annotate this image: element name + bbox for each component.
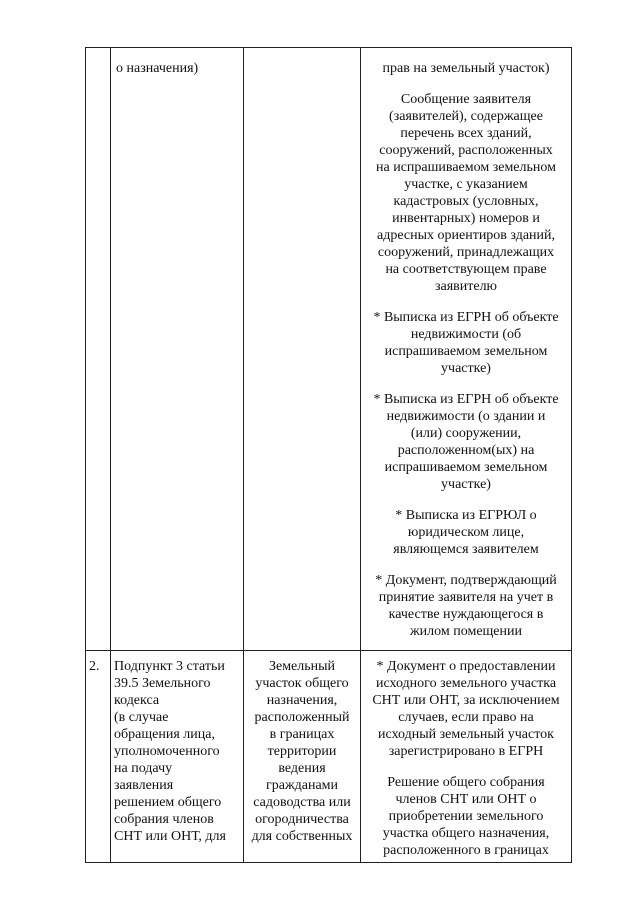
text-line: СНТ или ОНТ, для — [114, 829, 226, 844]
text-line: на соответствующем праве — [385, 262, 547, 277]
table-border-bottom — [85, 862, 572, 863]
text-line: кадастровых (условных, — [393, 194, 539, 209]
requirement-paragraph — [362, 309, 570, 377]
text-line: * Выписка из ЕГРН об объекте — [373, 310, 559, 325]
text-line: расположенный — [254, 710, 350, 725]
text-line: СНТ или ОНТ, за исключением — [372, 693, 560, 708]
text-line: исходный земельный участок — [378, 727, 554, 742]
text-line: (заявителей), содержащее — [389, 109, 543, 124]
text-line: расположенном(ых) на — [397, 443, 535, 458]
requirement-paragraph — [362, 507, 570, 558]
text-line: участок общего — [255, 676, 349, 691]
text-line: Подпункт 3 статьи — [114, 659, 225, 674]
text-line: на подачу — [114, 761, 173, 776]
text-line: заявителю — [434, 279, 498, 294]
text-line: адресных ориентиров зданий, — [376, 228, 556, 243]
table-divider-col1 — [110, 47, 111, 862]
table-border-top — [85, 47, 572, 48]
table-divider-col3 — [360, 47, 361, 862]
row2-col2-legal-basis — [114, 658, 226, 845]
table-border-left — [85, 47, 86, 862]
row-separator — [85, 650, 572, 651]
text-line: решением общего — [114, 795, 222, 810]
text-line: * Документ о предоставлении — [376, 659, 556, 674]
row2-col3-land-plot-type — [244, 658, 360, 845]
row2-col4-requirements — [362, 658, 570, 859]
text-line: качестве нуждающегося в — [388, 607, 544, 622]
text-line: 39.5 Земельного — [114, 676, 211, 691]
text-line: участка общего назначения, — [382, 826, 550, 841]
text-line: садоводства или — [253, 795, 351, 810]
text-line: в границах — [269, 727, 335, 742]
table-border-right — [571, 47, 572, 862]
text-line: территории — [267, 744, 337, 759]
text-line: инвентарных) номеров и — [392, 211, 540, 226]
text-line: огородничества — [255, 812, 349, 827]
text-line: юридическом лице, — [407, 525, 525, 540]
text-line: испрашиваемом земельном — [384, 344, 548, 359]
text-line: недвижимости (о здании и — [386, 409, 546, 424]
text-line: членов СНТ или ОНТ о — [395, 792, 537, 807]
text-line: участке, с указанием — [404, 177, 528, 192]
text-line: перечень всех зданий, — [400, 126, 532, 141]
text-line: сооружений, принадлежащих — [377, 245, 555, 260]
text-line: прав на земельный участок) — [382, 61, 550, 76]
text-line: сооружений, расположенных — [379, 143, 553, 158]
requirement-paragraph — [362, 91, 570, 295]
text-line: участке) — [441, 477, 491, 492]
text-line: (или) сооружении, — [410, 426, 522, 441]
text-line: * Документ, подтверждающий — [375, 573, 557, 588]
text-line: зарегистрировано в ЕГРН — [388, 744, 544, 759]
requirement-paragraph — [362, 658, 570, 760]
row1-col4-requirements — [362, 60, 570, 640]
row2-number: 2. — [89, 659, 100, 674]
text-line: случаев, если право на — [398, 710, 534, 725]
text-line: участке) — [441, 361, 491, 376]
text-line: Решение общего собрания — [387, 775, 545, 790]
text-line: исходного земельного участка — [375, 676, 557, 691]
text-line: * Выписка из ЕГРЮЛ о — [395, 508, 537, 523]
text-line: испрашиваемом земельном — [384, 460, 548, 475]
text-line: являющемся заявителем — [393, 542, 539, 557]
text-line: недвижимости (об — [410, 327, 522, 342]
requirement-paragraph — [362, 391, 570, 493]
text-line: назначения, — [266, 693, 338, 708]
text-line: приобретении земельного — [388, 809, 544, 824]
text-line: Земельный — [268, 659, 336, 674]
text-line: обращения лица, — [114, 727, 215, 742]
text-line: расположенного в границах — [383, 843, 549, 858]
text-line: собрания членов — [114, 812, 214, 827]
text-line: принятие заявителя на учет в — [378, 590, 554, 605]
text-line: (в случае — [114, 710, 169, 725]
requirement-paragraph — [362, 572, 570, 640]
text-line: гражданами — [265, 778, 339, 793]
text-line: * Выписка из ЕГРН об объекте — [373, 392, 559, 407]
requirement-paragraph — [362, 774, 570, 859]
text-line: Сообщение заявителя — [400, 92, 532, 107]
text-line: на испрашиваемом земельном — [376, 160, 556, 175]
requirement-paragraph — [362, 60, 570, 77]
text-line: жилом помещении — [409, 624, 522, 639]
text-line: заявления — [114, 778, 174, 793]
text-line: для собственных — [251, 829, 353, 844]
text-line: кодекса — [114, 693, 160, 708]
row1-col2-text: о назначения) — [116, 61, 199, 76]
text-line: уполномоченного — [114, 744, 220, 759]
text-line: ведения — [278, 761, 326, 776]
